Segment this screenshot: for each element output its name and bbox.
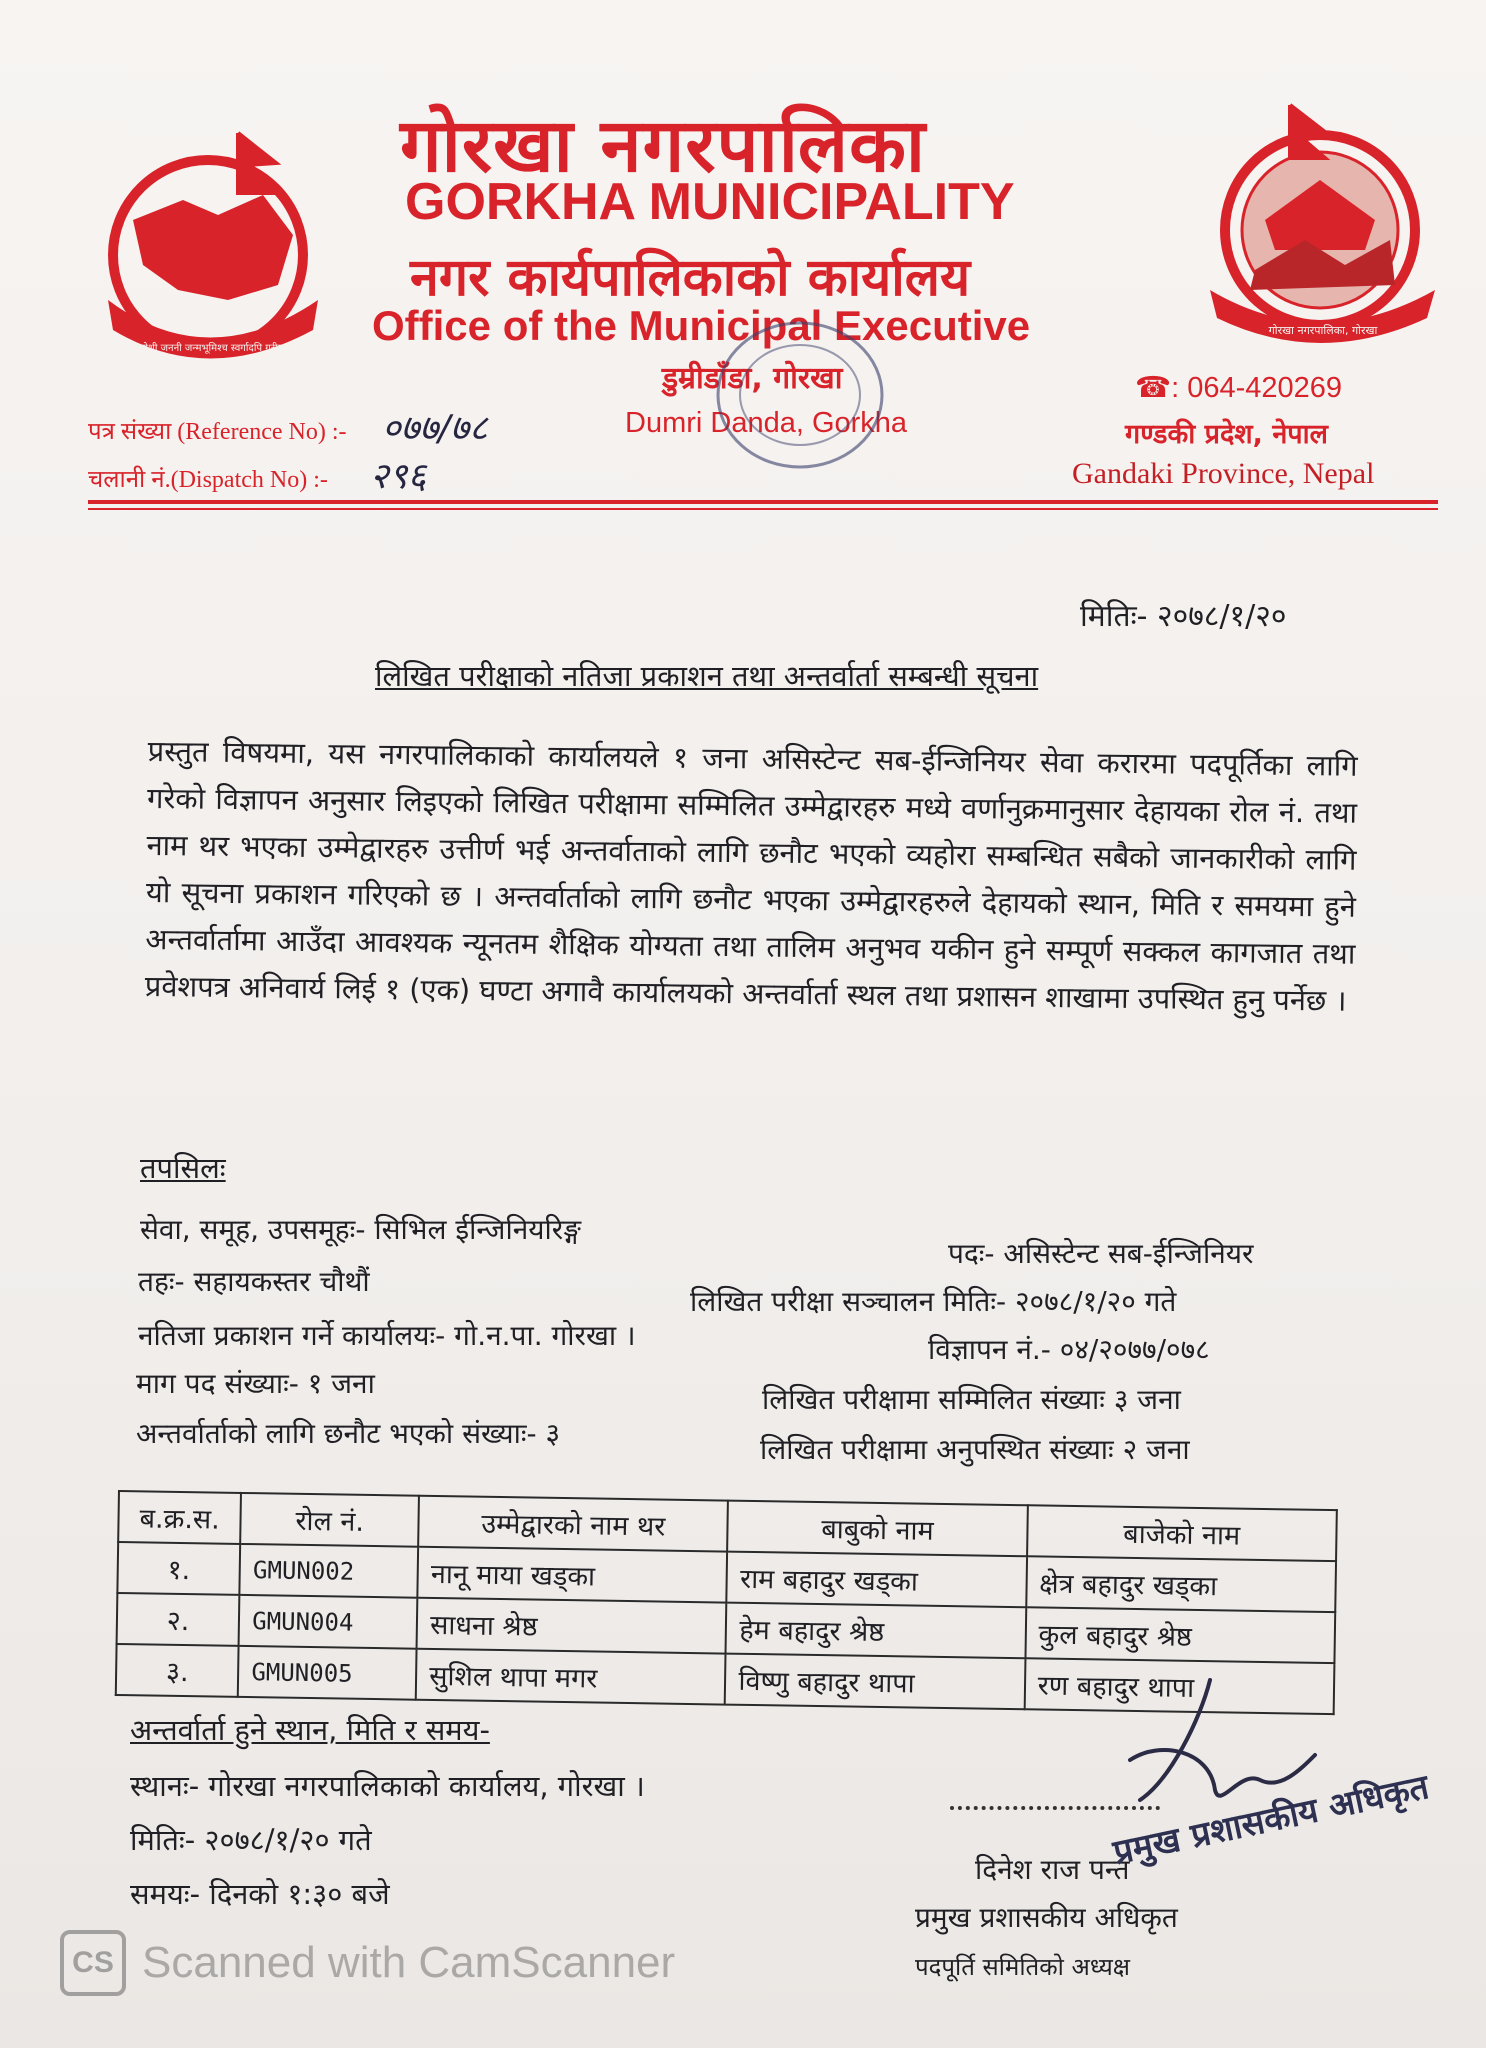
- service-group: सेवा, समूह, उपसमूहः- सिभिल ईन्जिनियरिङ्ग: [140, 1213, 581, 1246]
- municipality-title-en: GORKHA MUNICIPALITY: [405, 173, 1015, 231]
- table-cell: क्षेत्र बहादुर खड्का: [1026, 1556, 1336, 1612]
- camscanner-watermark: [60, 1930, 675, 1996]
- venue-date: मितिः- २०७८/१/२० गते: [130, 1823, 372, 1857]
- header-divider: [88, 500, 1438, 504]
- phone-number: ☎: 064-420269: [1135, 372, 1343, 404]
- province-np: गण्डकी प्रदेश, नेपाल: [1125, 419, 1328, 450]
- signature-line: [950, 1806, 1160, 1810]
- municipality-seal: [1195, 100, 1450, 355]
- header-divider-thin: [88, 508, 1438, 510]
- signatory-committee: पदपूर्ति समितिको अध्यक्ष: [915, 1953, 1130, 1981]
- exam-date: लिखित परीक्षा सञ्चालन मितिः- २०७८/१/२० गते: [690, 1285, 1177, 1318]
- column-header: उम्मेद्वारको नाम थर: [418, 1496, 728, 1552]
- absent-count: लिखित परीक्षामा अनुपस्थित संख्याः २ जना: [760, 1433, 1190, 1466]
- table-cell: हेम बहादुर श्रेष्ठ: [726, 1603, 1026, 1659]
- place-en: Dumri Danda, Gorkha: [625, 407, 908, 439]
- reference-label: पत्र संख्या (Reference No) :-: [88, 419, 347, 445]
- venue-place: स्थानः- गोरखा नगरपालिकाको कार्यालय, गोरखा ।: [130, 1769, 645, 1803]
- office-title-en: Office of the Municipal Executive: [372, 302, 1031, 349]
- appeared-count: लिखित परीक्षामा सम्मिलित संख्याः ३ जना: [762, 1383, 1181, 1416]
- camscanner-logo-icon: CS: [60, 1930, 126, 1996]
- table-cell: सुशिल थापा मगर: [416, 1649, 726, 1705]
- place-np: डुम्रीडाँडा, गोरखा: [662, 361, 843, 396]
- selected-count: अन्तर्वार्ताको लागि छनौट भएको संख्याः- ३: [136, 1417, 561, 1450]
- office-title-np: नगर कार्यपालिकाको कार्यालय: [410, 248, 971, 308]
- table-cell: GMUN005: [238, 1646, 417, 1700]
- demand-count: माग पद संख्याः- १ जना: [136, 1367, 375, 1400]
- table-cell: GMUN002: [240, 1544, 419, 1598]
- post-name: पदः- असिस्टेन्ट सब-ईन्जिनियर: [948, 1237, 1254, 1270]
- camscanner-text: Scanned with CamScanner: [142, 1938, 676, 1987]
- column-header: बाजेको नाम: [1027, 1505, 1337, 1561]
- table-cell: ३.: [116, 1644, 239, 1697]
- venue-heading: अन्तर्वार्ता हुने स्थान, मिति र समय-: [130, 1713, 490, 1747]
- column-header: बाबुको नाम: [728, 1501, 1028, 1557]
- reference-value: ०७७/७८: [382, 408, 488, 449]
- seal-right-text: गोरखा नगरपालिका, गोरखा: [1268, 324, 1378, 337]
- table-cell: साधना श्रेष्ठ: [417, 1598, 727, 1654]
- notice-date: मितिः- २०७८/१/२०: [1080, 599, 1287, 634]
- table-cell: रण बहादुर थापा: [1024, 1658, 1334, 1714]
- nepal-emblem-seal: [88, 125, 343, 365]
- signatory-title: प्रमुख प्रशासकीय अधिकृत: [915, 1901, 1178, 1934]
- level: तहः- सहायकस्तर चौथौं: [138, 1265, 370, 1298]
- province-en: Gandaki Province, Nepal: [1072, 457, 1375, 490]
- office-round-stamp: [700, 300, 900, 480]
- dispatch-value: २९६: [370, 456, 427, 497]
- result-office: नतिजा प्रकाशन गर्ने कार्यालयः- गो.न.पा. गोरखा ।: [138, 1319, 636, 1352]
- advertisement-number: विज्ञापन नं.- ०४/२०७७/०७८: [928, 1333, 1210, 1366]
- notice-subject: लिखित परीक्षाको नतिजा प्रकाशन तथा अन्तर्वार्ता सम्बन्धी सूचना: [375, 659, 1039, 693]
- table-cell: GMUN004: [239, 1595, 418, 1649]
- table-cell: २.: [117, 1593, 240, 1646]
- dispatch-label: चलानी नं.(Dispatch No) :-: [88, 467, 328, 493]
- municipality-title-np: गोरखा नगरपालिका: [400, 103, 927, 189]
- table-cell: नानू माया खड्का: [418, 1547, 728, 1603]
- column-header: रोल नं.: [240, 1493, 419, 1547]
- venue-time: समयः- दिनको १:३० बजे: [130, 1877, 390, 1911]
- table-cell: विष्णु बहादुर थापा: [725, 1654, 1025, 1710]
- signatory-name: दिनेश राज पन्त: [975, 1853, 1130, 1886]
- seal-left-text: स्वदेशी जननी जन्मभूमिश्च स्वर्गादपि गरीयसी: [133, 343, 293, 354]
- tapsil-heading: तपसिलः: [140, 1151, 226, 1185]
- phone-icon: ☎: [1135, 372, 1172, 404]
- table-cell: कुल बहादुर श्रेष्ठ: [1025, 1607, 1335, 1663]
- notice-body: प्रस्तुत विषयमा, यस नगरपालिकाको कार्यालयले १ जना असिस्टेन्ट सब-ईन्जिनियर सेवा करारमा पदपूर्तिका लागि गरेको विज्ञापन अनुसार लिइएको लिखित परीक्षामा सम्मिलित उम्मेद्वारहरु मध्ये वर्णानुक्रमानुसार देहायका रोल नं. तथा नाम थर भएका उम्मेद्वारहरु उत्तीर्ण भई अन्तर्वाताको लागि छनौट भएको व्यहोरा सम्बन्धित सबैको जानकारीको लागि यो सूचना प्रकाशन गरिएको छ । अन्तर्वार्ताको लागि छनौट भएका उम्मेद्वारहरुले देहायको स्थान, मिति र समयमा हुने अन्तर्वार्तामा आउँदा आवश्यक न्यूनतम शैक्षिक योग्यता तथा तालिम अनुभव यकीन हुने सम्पूर्ण सक्कल कागजात तथा प्रवेशपत्र अनिवार्य लिई १ (एक) घण्टा अगावै कार्यालयको अन्तर्वार्ता स्थल तथा प्रशासन शाखामा उपस्थित हुनु पर्नेछ ।: [144, 733, 1358, 1018]
- table-cell: राम बहादुर खड्का: [727, 1552, 1027, 1608]
- column-header: ब.क्र.स.: [118, 1491, 241, 1544]
- table-cell: १.: [117, 1542, 240, 1595]
- officer-stamp: प्रमुख प्रशासकीय अधिकृत: [1109, 1766, 1433, 1873]
